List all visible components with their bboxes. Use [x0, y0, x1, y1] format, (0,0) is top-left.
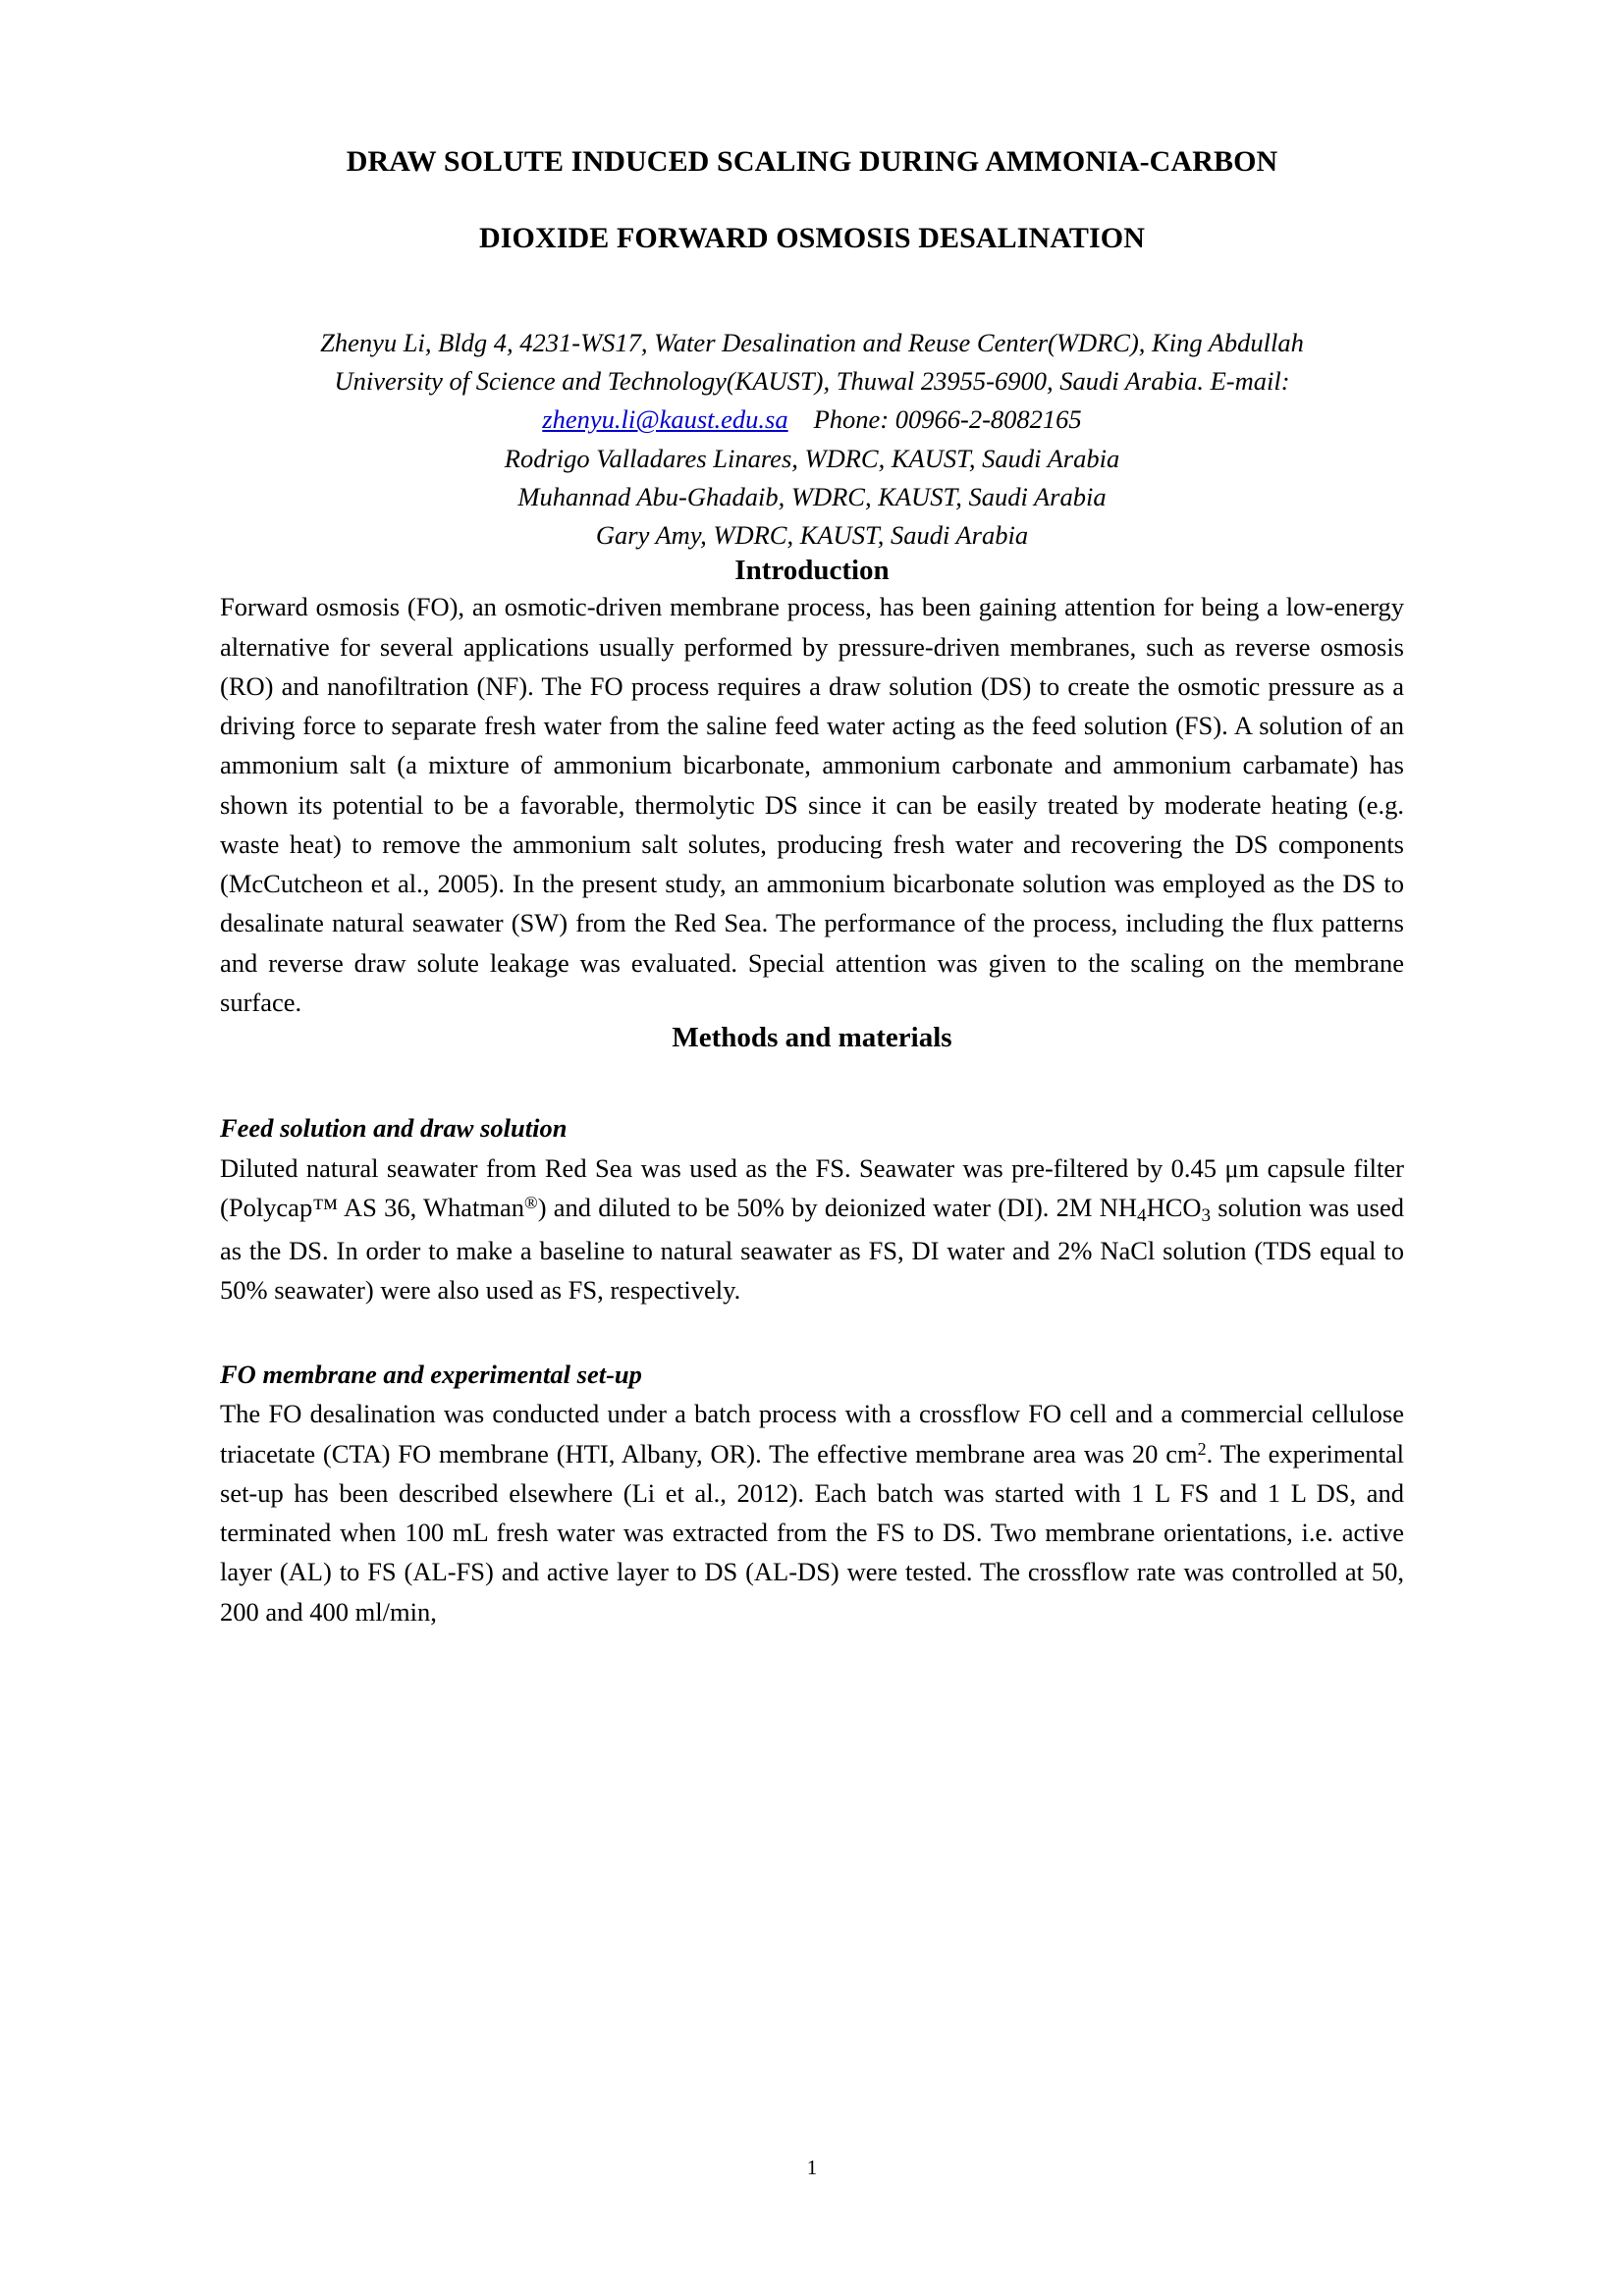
feed-text-1: Diluted natural seawater from Red Sea was used as the FS. Seawater was pre-filtered by 0.45 μm capsule filter (Polycap™ AS 36, Whatman [220, 1152, 1404, 1223]
email-link[interactable]: zhenyu.li@kaust.edu.sa [542, 404, 788, 435]
title-line-1: DRAW SOLUTE INDUCED SCALING DURING AMMONIA-CARBON [346, 145, 1278, 178]
membrane-setup-subheading: FO membrane and experimental set-up [220, 1359, 642, 1389]
methods-heading: Methods and materials [672, 1022, 952, 1054]
author-4: Gary Amy, WDRC, KAUST, Saudi Arabia [595, 520, 1029, 551]
page-number: 1 [806, 2156, 818, 2179]
feed-text-3: HCO [1146, 1193, 1202, 1223]
subscript-4: 4 [1137, 1205, 1147, 1227]
feed-solution-subheading: Feed solution and draw solution [220, 1113, 568, 1144]
author-block [220, 324, 1404, 555]
subscript-3: 3 [1201, 1205, 1212, 1227]
feed-solution-paragraph [220, 1148, 1404, 1310]
membrane-setup-subsection [220, 1356, 1404, 1631]
introduction-heading: Introduction [734, 555, 890, 587]
introduction-paragraph: Forward osmosis (FO), an osmotic-driven membrane process, has been gaining attention for being a low-energy alternative for several applications usually performed by pressure-driven membranes, such as reverse osmosis (RO) and nanofiltration (NF). The FO process requires a draw solution (DS) to create the osmotic pressure as a driving force to separate fresh water from the saline feed water acting as the feed solution (FS). A solution of an ammonium salt (a mixture of ammonium bicarbonate, ammonium carbonate and ammonium carbamate) has shown its potential to be a favorable, thermolytic DS since it can be easily treated by moderate heating (e.g. waste heat) to remove the ammonium salt solutes, producing fresh water and recovering the DS components (McCutcheon et al., 2005). In the present study, an ammonium bicarbonate solution was employed as the DS to desalinate natural seawater (SW) from the Red Sea. The performance of the process, including the flux patterns and reverse draw solute leakage was evaluated. Special attention was given to the scaling on the membrane surface. [220, 592, 1404, 1017]
superscript-2: 2 [1197, 1438, 1207, 1459]
feed-text-2: ) and diluted to be 50% by deionized water (DI). 2M NH [537, 1193, 1138, 1223]
feed-solution-subsection [220, 1109, 1404, 1309]
registered-mark: ® [524, 1193, 538, 1213]
title-line-2: DIOXIDE FORWARD OSMOSIS DESALINATION [479, 222, 1145, 254]
feed-text-4: solution was used as the DS. In order to make a baseline to natural seawater as FS, DI water and 2% NaCl solution (TDS equal to 50% seawater) were also used as FS, respectively. [220, 1193, 1404, 1306]
affiliation-line-1: Zhenyu Li, Bldg 4, 4231-WS17, Water Desalination and Reuse Center(WDRC), King Abdullah [320, 328, 1304, 357]
membrane-setup-paragraph [220, 1394, 1404, 1631]
author-2: Rodrigo Valladares Linares, WDRC, KAUST, Saudi Arabia [504, 443, 1120, 473]
membrane-text-2: . The experimental set-up has been described elsewhere (Li et al., 2012). Each batch was started with 1 L FS and 1 L DS, and terminated when 100 mL fresh water was extracted from the FS to DS. Two membrane orientations, i.e. active layer (AL) to FS (AL-FS) and active layer to DS (AL-DS) were tested. The crossflow rate was controlled at 50, 200 and 400 ml/min, [220, 1438, 1404, 1627]
membrane-text-1: The FO desalination was conducted under a batch process with a crossflow FO cell and a commercial cellulose triacetate (CTA) FO membrane (HTI, Albany, OR). The effective membrane area was 20 cm [220, 1399, 1404, 1468]
author-3: Muhannad Abu-Ghadaib, WDRC, KAUST, Saudi Arabia [517, 481, 1107, 511]
contact-line [220, 400, 1404, 439]
phone-text: Phone: 00966-2-8082165 [813, 404, 1082, 435]
page-title [220, 147, 1404, 253]
affiliation-line-2: University of Science and Technology(KAUST), Thuwal 23955-6900, Saudi Arabia. E-mail: [334, 366, 1290, 397]
